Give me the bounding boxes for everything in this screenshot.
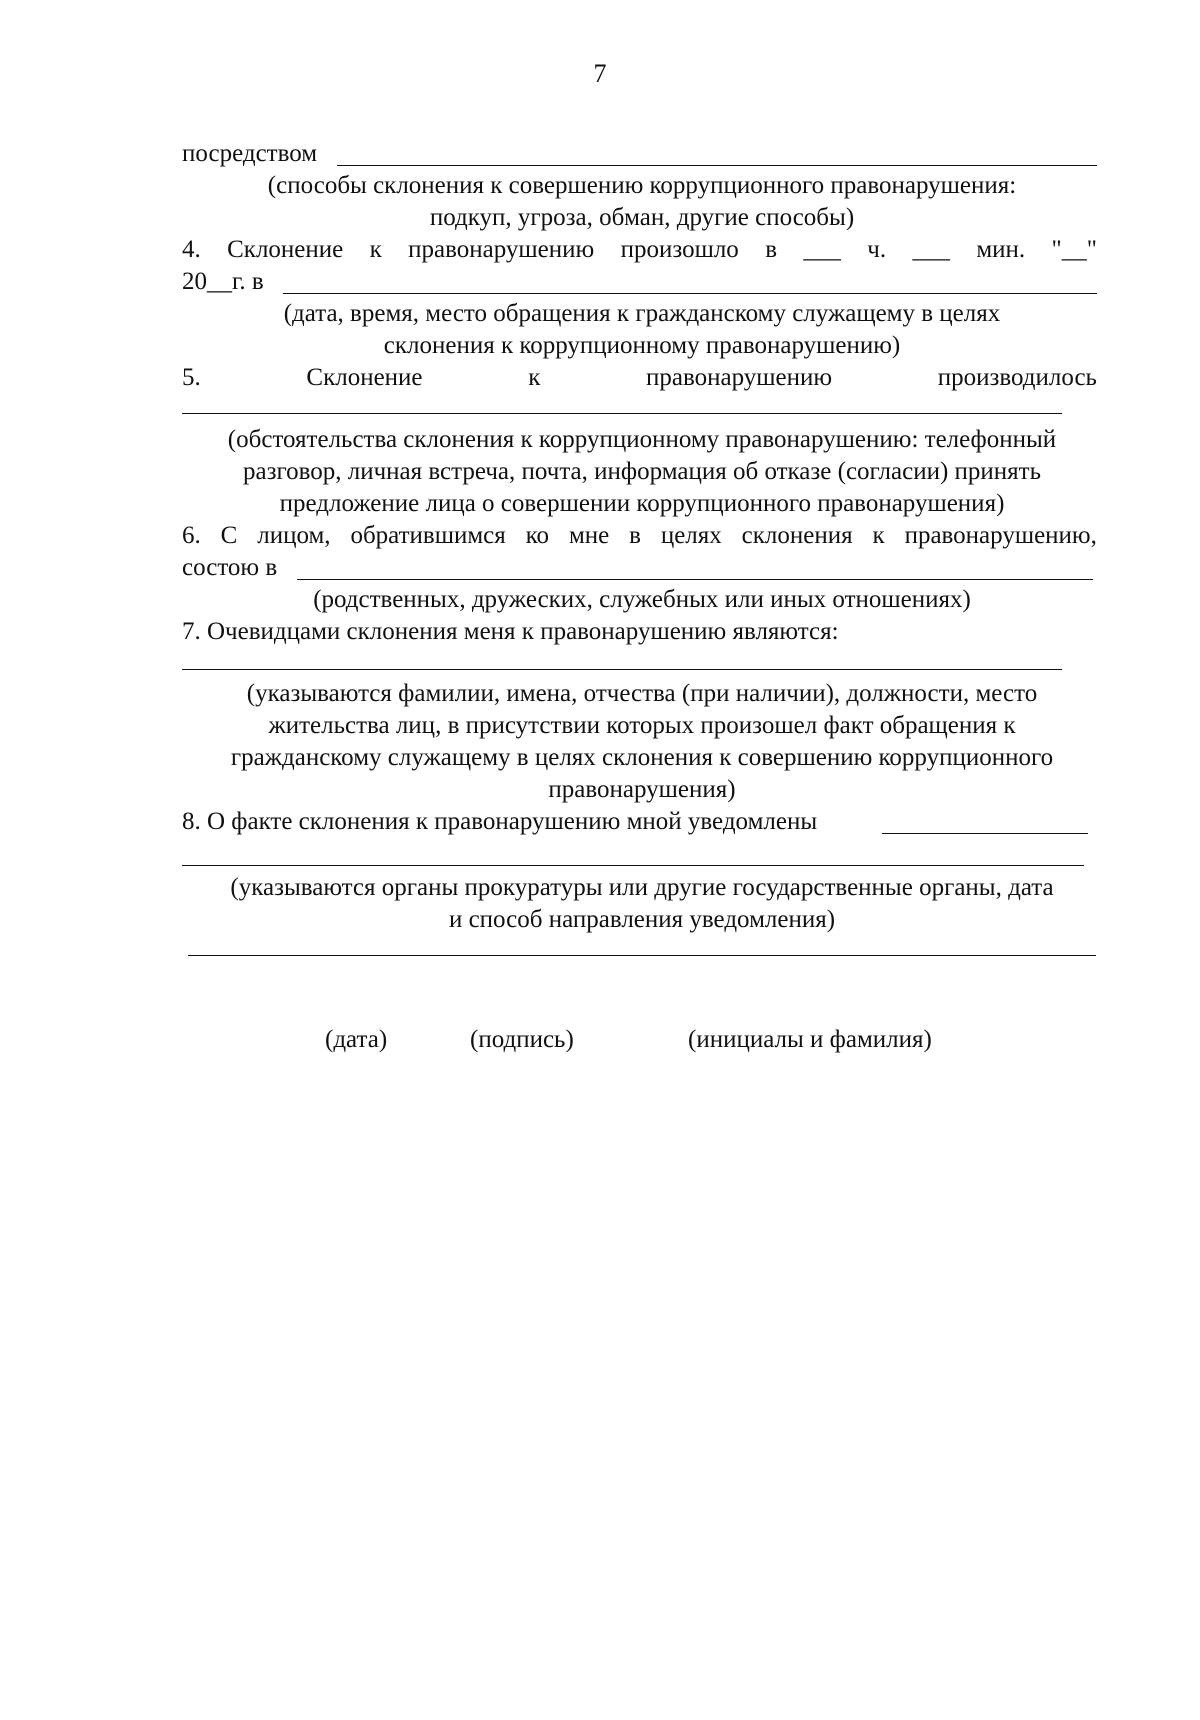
item4-word: правонарушению: [408, 236, 595, 263]
hint-witnesses-line1: (указываются фамилии, имена, отчества (при наличии), должности, место: [246, 680, 1038, 707]
item7-text: 7. Очевидцами склонения меня к правонарушению являются:: [182, 618, 839, 645]
item5-word: к: [528, 364, 541, 391]
item6-word: целях: [660, 522, 722, 549]
item5-word: Склонение: [306, 364, 423, 391]
item6-word: мне: [568, 522, 610, 549]
hint-notified-line2: и способ направления уведомления): [448, 906, 836, 933]
hint-notified-line1: (указываются органы прокуратуры или другие государственные органы, дата: [230, 874, 1054, 901]
item4-word: в: [765, 236, 777, 263]
hint-datetime-line2: склонения к коррупционному правонарушению): [383, 332, 901, 359]
item4-word: Склонение: [227, 236, 344, 263]
item5-line1: [182, 362, 1097, 394]
item6-word: ко: [525, 522, 550, 549]
signature-date-caption: (дата): [325, 1026, 388, 1053]
hint-circumstances-line2: разговор, личная встреча, почта, информация об отказе (согласии) принять: [243, 458, 1041, 485]
item4-minute-blank[interactable]: ___: [912, 236, 950, 263]
posredstvom-label: посредством: [182, 140, 318, 167]
hint-datetime-line1: (дата, время, место обращения к гражданскому служащему в целях: [283, 300, 1001, 327]
item6-word: склонения: [741, 522, 853, 549]
item4-number: 4.: [182, 236, 201, 263]
hint-methods-line1: (способы склонения к совершению коррупционного правонарушения:: [267, 172, 1017, 199]
item6-word: к: [872, 522, 885, 549]
item6-word: лицом,: [257, 522, 331, 549]
hint-relations: (родственных, дружеских, служебных или иных отношениях): [313, 586, 971, 613]
item4-word: произошло: [620, 236, 739, 263]
item4-day-blank[interactable]: "__": [1051, 236, 1097, 263]
signature-initials-caption: (инициалы и фамилия): [688, 1026, 932, 1053]
item8-field-line-2[interactable]: [182, 865, 1084, 866]
hint-witnesses-line2: жительства лиц, в присутствии которых произошел факт обращения к: [268, 712, 1016, 739]
posredstvom-field-line[interactable]: [337, 165, 1097, 166]
item6-relation-field-line[interactable]: [297, 579, 1093, 580]
hint-circumstances-line1: (обстоятельства склонения к коррупционному правонарушению: телефонный: [227, 426, 1057, 453]
item5-word: производилось: [937, 364, 1097, 391]
item5-number: 5.: [182, 364, 201, 391]
item4-line1: [182, 234, 1097, 266]
item5-word: правонарушению: [646, 364, 833, 391]
hint-circumstances-line3: предложение лица о совершении коррупционного правонарушения): [279, 490, 1005, 517]
item6-line1: [182, 520, 1097, 552]
item6-word: обратившимся: [350, 522, 506, 549]
page-number: 7: [593, 59, 607, 88]
item6-word: С: [220, 522, 238, 549]
item4-word: мин.: [976, 236, 1026, 263]
item4-hour-blank[interactable]: ___: [803, 236, 841, 263]
item8-text: 8. О факте склонения к правонарушению мной уведомлены: [182, 808, 818, 835]
item4-place-field-line[interactable]: [283, 293, 1097, 294]
item4-year-label: 20__г. в: [182, 268, 264, 295]
item6-word: в: [629, 522, 641, 549]
item6-relation-label: состою в: [182, 554, 278, 581]
item8-field-line-1[interactable]: [882, 833, 1088, 834]
hint-methods-line2: подкуп, угроза, обман, другие способы): [429, 204, 855, 231]
item7-witnesses-field-line[interactable]: [182, 669, 1062, 670]
hint-witnesses-line4: правонарушения): [548, 776, 736, 803]
item6-word: правонарушению,: [904, 522, 1097, 549]
item4-word: ч.: [867, 236, 887, 263]
item4-word: к: [369, 236, 382, 263]
final-field-line[interactable]: [188, 955, 1096, 956]
hint-witnesses-line3: гражданскому служащему в целях склонения к совершению коррупционного: [230, 744, 1054, 771]
signature-sign-caption: (подпись): [470, 1026, 574, 1053]
item5-field-line[interactable]: [182, 413, 1062, 414]
item6-number: 6.: [182, 522, 201, 549]
